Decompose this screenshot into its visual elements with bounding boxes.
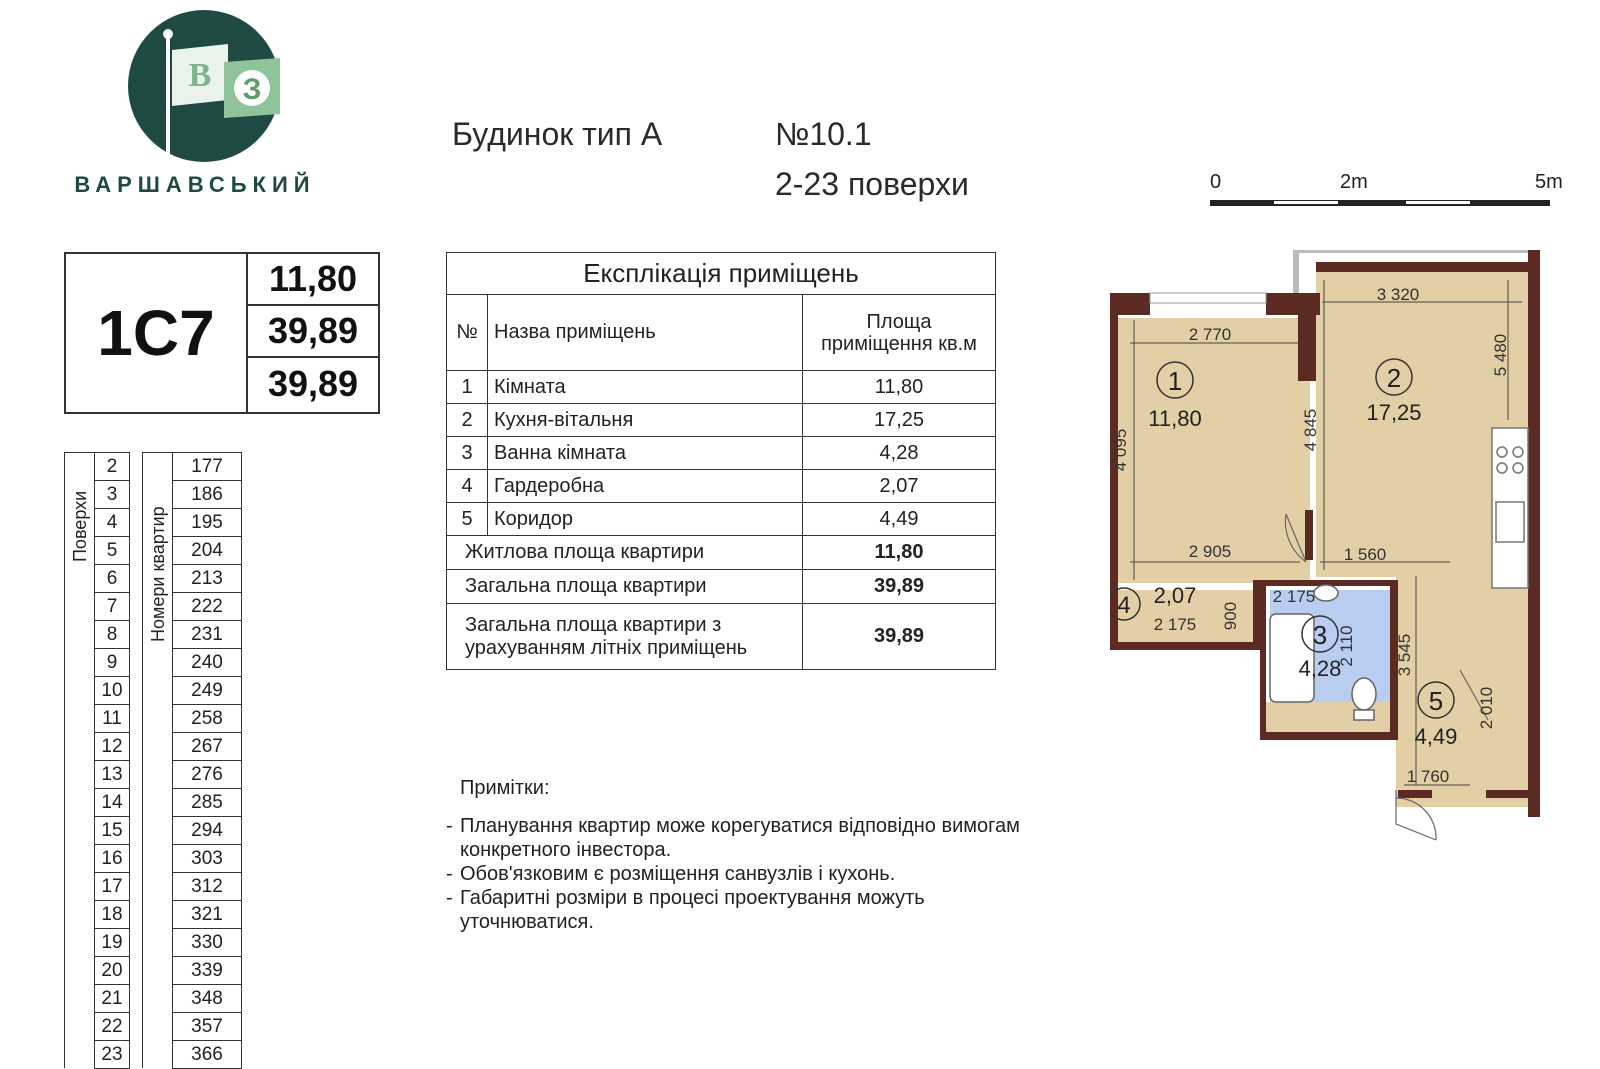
room-name: Кухня-вітальня bbox=[488, 404, 803, 437]
apartment-number-cell: 249 bbox=[172, 677, 242, 705]
room-name: Кімната bbox=[488, 371, 803, 404]
notes-title: Примітки: bbox=[460, 777, 550, 799]
explication-row bbox=[447, 470, 996, 503]
floor-cell: 19 bbox=[94, 929, 130, 957]
floor-cell: 2 bbox=[94, 453, 130, 481]
explication-row bbox=[447, 404, 996, 437]
floors-header: Поверхи bbox=[70, 490, 90, 562]
apartment-number-cell: 366 bbox=[172, 1041, 242, 1069]
house-number: №10.1 bbox=[775, 116, 872, 152]
floor-cell: 22 bbox=[94, 1013, 130, 1041]
floor-cell: 12 bbox=[94, 733, 130, 761]
explication-rows bbox=[447, 371, 996, 536]
floor-cell: 6 bbox=[94, 565, 130, 593]
floor-cell: 14 bbox=[94, 789, 130, 817]
room-number: 1 bbox=[447, 371, 488, 404]
total-summer-area-label: Загальна площа квартири з урахуванням літніх приміщень bbox=[447, 604, 803, 670]
apartment-number-cell: 195 bbox=[172, 509, 242, 537]
svg-text:5: 5 bbox=[1428, 686, 1444, 716]
floor-cell: 23 bbox=[94, 1041, 130, 1069]
apartments-header: Номери квартир bbox=[148, 506, 168, 642]
apartment-number-cell: 357 bbox=[172, 1013, 242, 1041]
svg-text:900: 900 bbox=[1221, 601, 1240, 631]
room-name: Гардеробна bbox=[488, 470, 803, 503]
apartment-number-cell: 186 bbox=[172, 481, 242, 509]
apartment-total-area: 39,89 bbox=[248, 306, 378, 358]
apartment-number-cell: 177 bbox=[172, 453, 242, 481]
svg-text:2,07: 2,07 bbox=[1153, 583, 1197, 608]
note-item: - Планування квартир може корегуватися відповідно вимогам конкретного інвестора. bbox=[446, 814, 1026, 862]
bath-niche-floor bbox=[1260, 702, 1396, 732]
total-summer-area-value: 39,89 bbox=[803, 604, 996, 670]
apartment-number-cell: 267 bbox=[172, 733, 242, 761]
apartment-number-cell: 348 bbox=[172, 985, 242, 1013]
scale-label-5m: 5m bbox=[1535, 171, 1563, 193]
apartment-number-cell: 294 bbox=[172, 817, 242, 845]
notes bbox=[446, 776, 1026, 934]
svg-text:4: 4 bbox=[1117, 592, 1131, 619]
svg-text:4,28: 4,28 bbox=[1298, 656, 1342, 681]
floor-cell: 15 bbox=[94, 817, 130, 845]
explication-row bbox=[447, 503, 996, 536]
room-name: Ванна кімната bbox=[488, 437, 803, 470]
floor-cell: 16 bbox=[94, 845, 130, 873]
svg-text:1: 1 bbox=[1167, 366, 1183, 396]
scale-label-2m: 2m bbox=[1340, 171, 1368, 193]
floor-cell: 13 bbox=[94, 761, 130, 789]
svg-text:2: 2 bbox=[1386, 363, 1402, 393]
svg-text:11,80: 11,80 bbox=[1148, 406, 1202, 431]
room-number: 4 bbox=[447, 470, 488, 503]
floor-cell: 5 bbox=[94, 537, 130, 565]
svg-text:3: 3 bbox=[1312, 620, 1328, 650]
room-number: 5 bbox=[447, 503, 488, 536]
svg-text:2 175: 2 175 bbox=[1153, 615, 1197, 634]
svg-text:2 110: 2 110 bbox=[1337, 625, 1356, 667]
room-area: 2,07 bbox=[803, 470, 996, 503]
floor-cell: 9 bbox=[94, 649, 130, 677]
explication-table bbox=[446, 252, 996, 670]
floor-cell: 21 bbox=[94, 985, 130, 1013]
floor-plan bbox=[1110, 250, 1580, 850]
svg-text:1 760: 1 760 bbox=[1406, 767, 1450, 786]
svg-text:3 545: 3 545 bbox=[1395, 633, 1414, 677]
svg-text:1 560: 1 560 bbox=[1343, 545, 1387, 564]
apartment-number-cell: 222 bbox=[172, 593, 242, 621]
room-area: 11,80 bbox=[803, 371, 996, 404]
apartment-number-cell: 240 bbox=[172, 649, 242, 677]
apartment-number-cell: 321 bbox=[172, 901, 242, 929]
col-num-header: № bbox=[447, 295, 488, 371]
logo-letter-1: В bbox=[188, 57, 212, 94]
house-type: Будинок тип А bbox=[452, 116, 663, 152]
scale-bar bbox=[1210, 170, 1580, 220]
note-item: - Габаритні розміри в процесі проектування можуть уточнюватися. bbox=[446, 886, 1026, 934]
logo-letter-2: З bbox=[242, 73, 262, 106]
apartment-number-cell: 276 bbox=[172, 761, 242, 789]
apartment-number-cell: 258 bbox=[172, 705, 242, 733]
apartment-number-cell: 339 bbox=[172, 957, 242, 985]
svg-text:2 770: 2 770 bbox=[1188, 325, 1232, 344]
living-area-value: 11,80 bbox=[803, 536, 996, 570]
apartment-code: 1С7 bbox=[97, 297, 215, 369]
apartment-number-cell: 285 bbox=[172, 789, 242, 817]
floor-cell: 11 bbox=[94, 705, 130, 733]
svg-text:2 010: 2 010 bbox=[1477, 686, 1496, 730]
room-name: Коридор bbox=[488, 503, 803, 536]
windows bbox=[1150, 293, 1266, 303]
floor-cell: 17 bbox=[94, 873, 130, 901]
room-area: 4,49 bbox=[803, 503, 996, 536]
room-area: 4,28 bbox=[803, 437, 996, 470]
floors-range: 2-23 поверхи bbox=[775, 166, 969, 202]
floor-cell: 4 bbox=[94, 509, 130, 537]
svg-text:4 845: 4 845 bbox=[1301, 408, 1320, 452]
floor-cell: 10 bbox=[94, 677, 130, 705]
total-area-value: 39,89 bbox=[803, 570, 996, 604]
brand-logo bbox=[124, 6, 284, 166]
apartment-number-cell: 312 bbox=[172, 873, 242, 901]
svg-text:2 905: 2 905 bbox=[1188, 542, 1232, 561]
apartment-number-cell: 231 bbox=[172, 621, 242, 649]
scale-label-0: 0 bbox=[1210, 171, 1222, 193]
apartment-number-cell: 213 bbox=[172, 565, 242, 593]
col-area-header: Площа приміщення кв.м bbox=[803, 295, 996, 371]
apartment-total-summer-area: 39,89 bbox=[267, 363, 359, 404]
svg-text:3 320: 3 320 bbox=[1376, 285, 1420, 304]
explication-row bbox=[447, 437, 996, 470]
note-item: - Обов'язковим є розміщення санвузлів і кухонь. bbox=[446, 862, 1026, 886]
floor-cell: 20 bbox=[94, 957, 130, 985]
explication-row bbox=[447, 371, 996, 404]
brand-name: ВАРШАВСЬКИЙ bbox=[74, 172, 316, 197]
apartment-number-cell: 204 bbox=[172, 537, 242, 565]
floor-cell: 7 bbox=[94, 593, 130, 621]
apartment-living-area: 11,80 bbox=[248, 254, 378, 306]
col-name-header: Назва приміщень bbox=[488, 295, 803, 371]
svg-text:17,25: 17,25 bbox=[1366, 400, 1422, 425]
apartment-number-cell: 303 bbox=[172, 845, 242, 873]
svg-text:5 480: 5 480 bbox=[1491, 333, 1510, 377]
room-area: 17,25 bbox=[803, 404, 996, 437]
room-number: 3 bbox=[447, 437, 488, 470]
svg-text:4 095: 4 095 bbox=[1111, 428, 1130, 472]
living-area-label: Житлова площа квартири bbox=[447, 536, 803, 570]
floor-cell: 8 bbox=[94, 621, 130, 649]
kitchen-counter bbox=[1492, 428, 1528, 588]
floor-cell: 18 bbox=[94, 901, 130, 929]
svg-text:4,49: 4,49 bbox=[1414, 724, 1458, 749]
svg-text:2 175: 2 175 bbox=[1272, 587, 1316, 606]
floor-cell: 3 bbox=[94, 481, 130, 509]
total-area-label: Загальна площа квартири bbox=[447, 570, 803, 604]
explication-title: Експлікація приміщень bbox=[447, 253, 996, 295]
room-number: 2 bbox=[447, 404, 488, 437]
apartment-number-cell: 330 bbox=[172, 929, 242, 957]
